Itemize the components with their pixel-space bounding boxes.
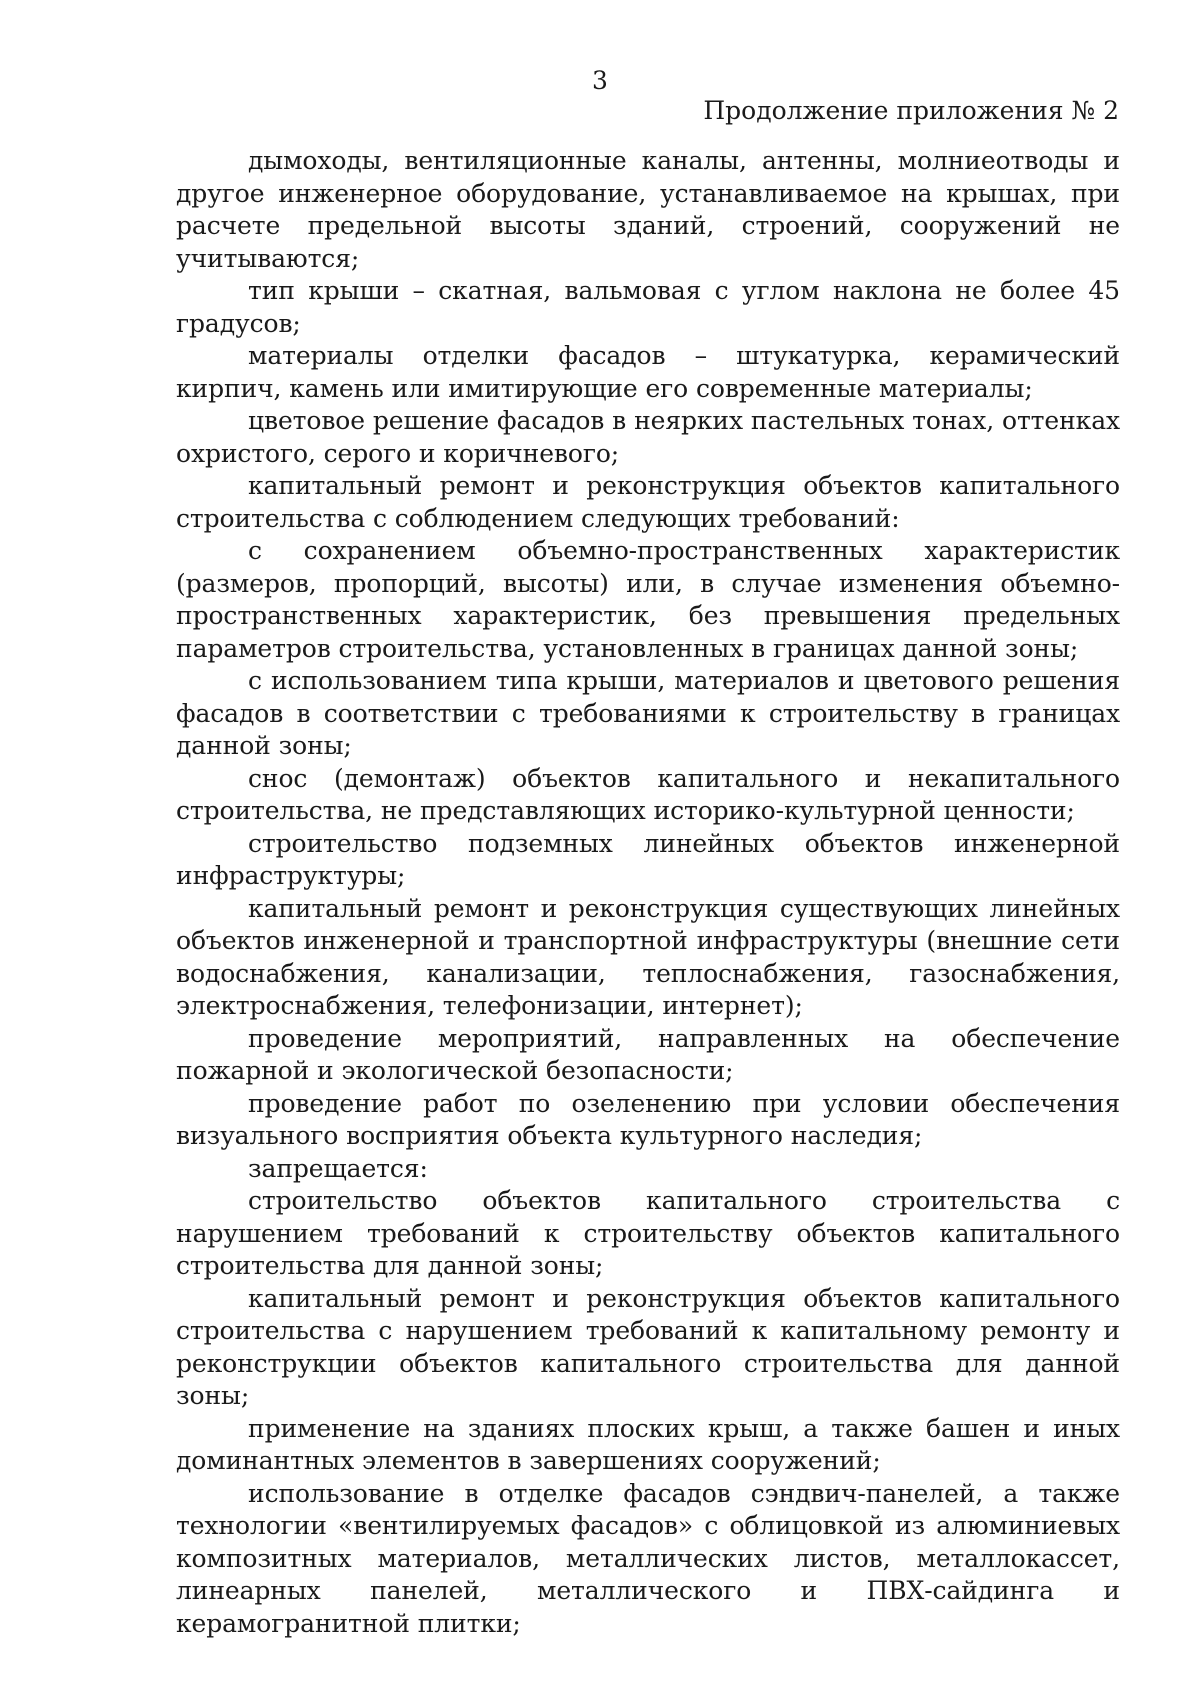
- body-text: [176, 145, 1120, 1640]
- paragraph-construction-violation: строительство объектов капитального строительства с нарушением требований к строительству объектов капитального строительства для данной зоны;: [176, 1186, 1120, 1280]
- paragraph-facade-materials: материалы отделки фасадов – штукатурка, керамический кирпич, камень или имитирующие его современные материалы;: [176, 341, 1120, 403]
- paragraph-underground-objects: строительство подземных линейных объектов инженерной инфраструктуры;: [176, 828, 1120, 890]
- paragraph-flat-roofs: применение на зданиях плоских крыш, а также башен и иных доминантных элементов в завершениях сооружений;: [176, 1413, 1120, 1475]
- paragraph-capital-repair: капитальный ремонт и реконструкция объектов капитального строительства с соблюдением следующих требований:: [176, 471, 1120, 533]
- paragraph-facade-color: цветовое решение фасадов в неярких пастельных тонах, оттенках охристого, серого и коричневого;: [176, 406, 1120, 468]
- paragraph-sandwich-panels: использование в отделке фасадов сэндвич-панелей, а также технологии «вентилируемых фасадов» с облицовкой из алюминиевых композитных материалов, металлических листов, металлокассет, линеарных панелей, металлического и ПВХ-сайдинга и керамогранитной плитки;: [176, 1478, 1120, 1638]
- paragraph-safety: проведение мероприятий, направленных на обеспечение пожарной и экологической безопасности;: [176, 1023, 1120, 1085]
- paragraph-repair-violation: капитальный ремонт и реконструкция объектов капитального строительства с нарушением требований к капитальному ремонту и реконструкции объектов капитального строительства для данной зоны;: [176, 1283, 1120, 1410]
- paragraph-chimneys: дымоходы, вентиляционные каналы, антенны, молниеотводы и другое инженерное оборудование, устанавливаемое на крышах, при расчете предельной высоты зданий, строений, сооружений не учитываются;: [176, 146, 1120, 273]
- paragraph-prohibited: запрещается:: [248, 1153, 428, 1183]
- paragraph-preserve-volume: с сохранением объемно-пространственных характеристик (размеров, пропорций, высоты) или, в случае изменения объемно-пространственных характеристик, без превышения предельных параметров строительства, установленных в границах данной зоны;: [176, 536, 1120, 663]
- continuation-heading: Продолжение приложения № 2: [703, 96, 1119, 125]
- paragraph-roof-type: тип крыши – скатная, вальмовая с углом наклона не более 45 градусов;: [176, 276, 1120, 338]
- paragraph-greening: проведение работ по озеленению при условии обеспечения визуального восприятия объекта культурного наследия;: [176, 1088, 1120, 1150]
- page-number: 3: [592, 66, 608, 95]
- paragraph-demolition: снос (демонтаж) объектов капитального и некапитального строительства, не представляющих историко-культурной ценности;: [176, 763, 1120, 825]
- paragraph-linear-objects: капитальный ремонт и реконструкция существующих линейных объектов инженерной и транспортной инфраструктуры (внешние сети водоснабжения, канализации, теплоснабжения, газоснабжения, электроснабжения, телефонизации, интернет);: [176, 893, 1120, 1020]
- paragraph-roof-materials: с использованием типа крыши, материалов и цветового решения фасадов в соответствии с требованиями к строительству в границах данной зоны;: [176, 666, 1120, 760]
